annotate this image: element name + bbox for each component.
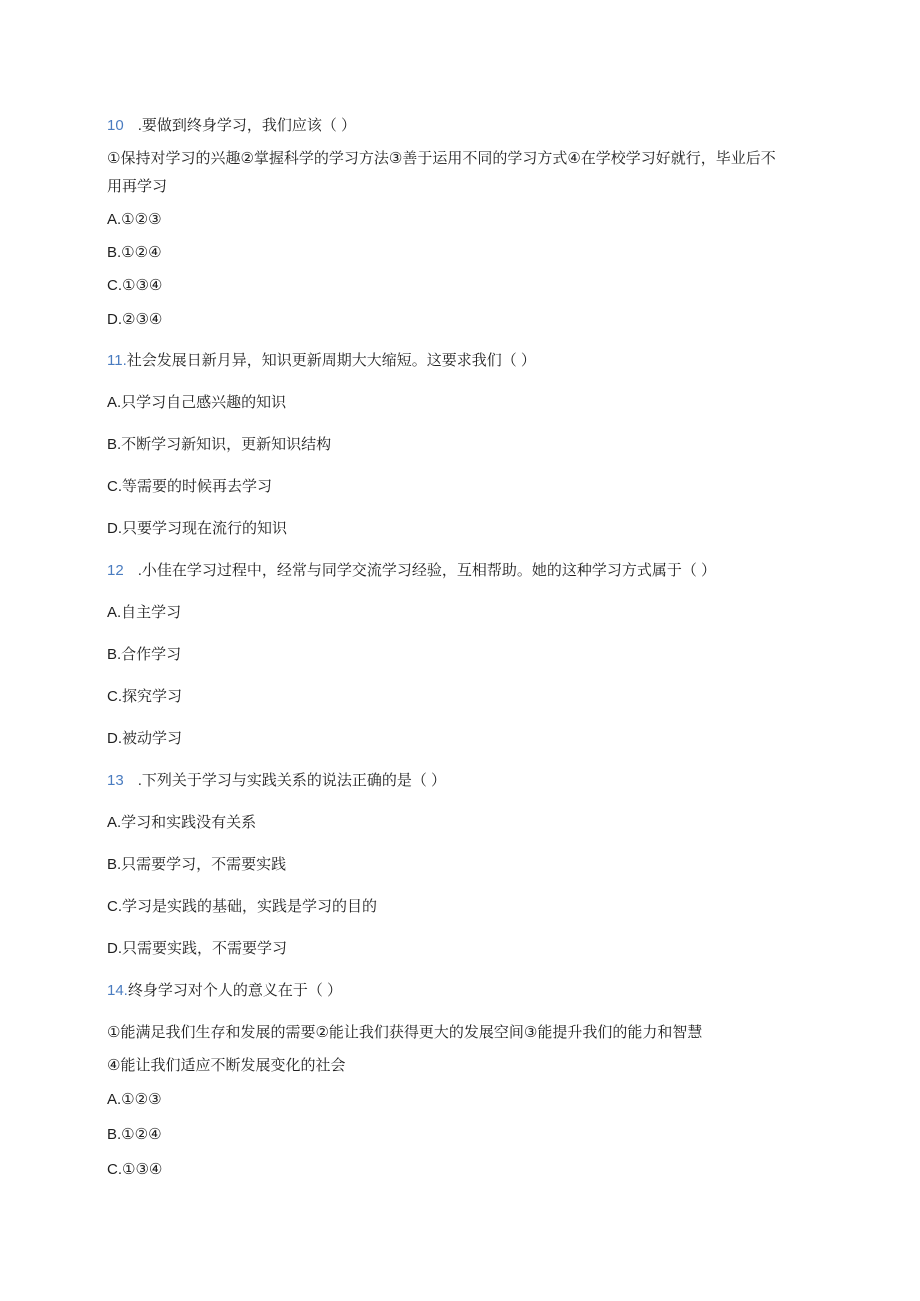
question-12-option-b: B.合作学习 [107,646,182,663]
question-11-option-a: A.只学习自己感兴趣的知识 [107,394,287,411]
question-11-option-d: D.只要学习现在流行的知识 [107,520,288,537]
question-10-option-b: B.①②④ [107,244,162,261]
question-text: .下列关于学习与实践关系的说法正确的是（ ） [137,772,447,789]
question-text: 社会发展日新月异，知识更新周期大大缩短。这要求我们（ ） [126,352,536,369]
question-text: .要做到终身学习，我们应该（ ） [137,117,357,134]
question-13-option-a: A.学习和实践没有关系 [107,814,257,831]
question-13-option-b: B.只需要学习，不需要实践 [107,856,287,873]
question-11-stem [107,351,536,371]
question-11-option-c: C.等需要的时候再去学习 [107,478,273,495]
question-14-statement-line: ①能满足我们生存和发展的需要②能让我们获得更大的发展空间③能提升我们的能力和智慧 [107,1024,703,1041]
question-10-statement-line: 用再学习 [107,178,168,195]
question-11-option-b: B.不断学习新知识，更新知识结构 [107,436,332,453]
question-number: 11. [107,352,127,369]
question-12-stem [107,561,716,581]
question-14-stem [107,981,342,1001]
question-text: .小佳在学习过程中，经常与同学交流学习经验，互相帮助。她的这种学习方式属于（ ） [137,562,717,579]
question-14-statement-line: ④能让我们适应不断发展变化的社会 [107,1057,346,1074]
question-text: 终身学习对个人的意义在于（ ） [127,982,343,999]
question-14-option-c: C.①③④ [107,1161,163,1178]
question-10-option-a: A.①②③ [107,211,162,228]
question-10-option-c: C.①③④ [107,277,163,294]
question-12-option-c: C.探究学习 [107,688,183,705]
question-number: 12 [107,562,124,579]
question-13-option-c: C.学习是实践的基础，实践是学习的目的 [107,898,378,915]
question-14-option-a: A.①②③ [107,1091,162,1108]
question-12-option-a: A.自主学习 [107,604,182,621]
question-12-option-d: D.被动学习 [107,730,183,747]
question-10-statement-line: ①保持对学习的兴趣②掌握科学的学习方法③善于运用不同的学习方式④在学校学习好就行，毕业后不 [107,150,776,167]
question-10-stem [107,116,356,136]
question-10-option-d: D.②③④ [107,311,163,328]
question-number: 14. [107,982,128,999]
question-14-option-b: B.①②④ [107,1126,162,1143]
question-number: 10 [107,117,124,134]
question-13-stem [107,771,446,791]
question-13-option-d: D.只需要实践，不需要学习 [107,940,288,957]
question-number: 13 [107,772,124,789]
